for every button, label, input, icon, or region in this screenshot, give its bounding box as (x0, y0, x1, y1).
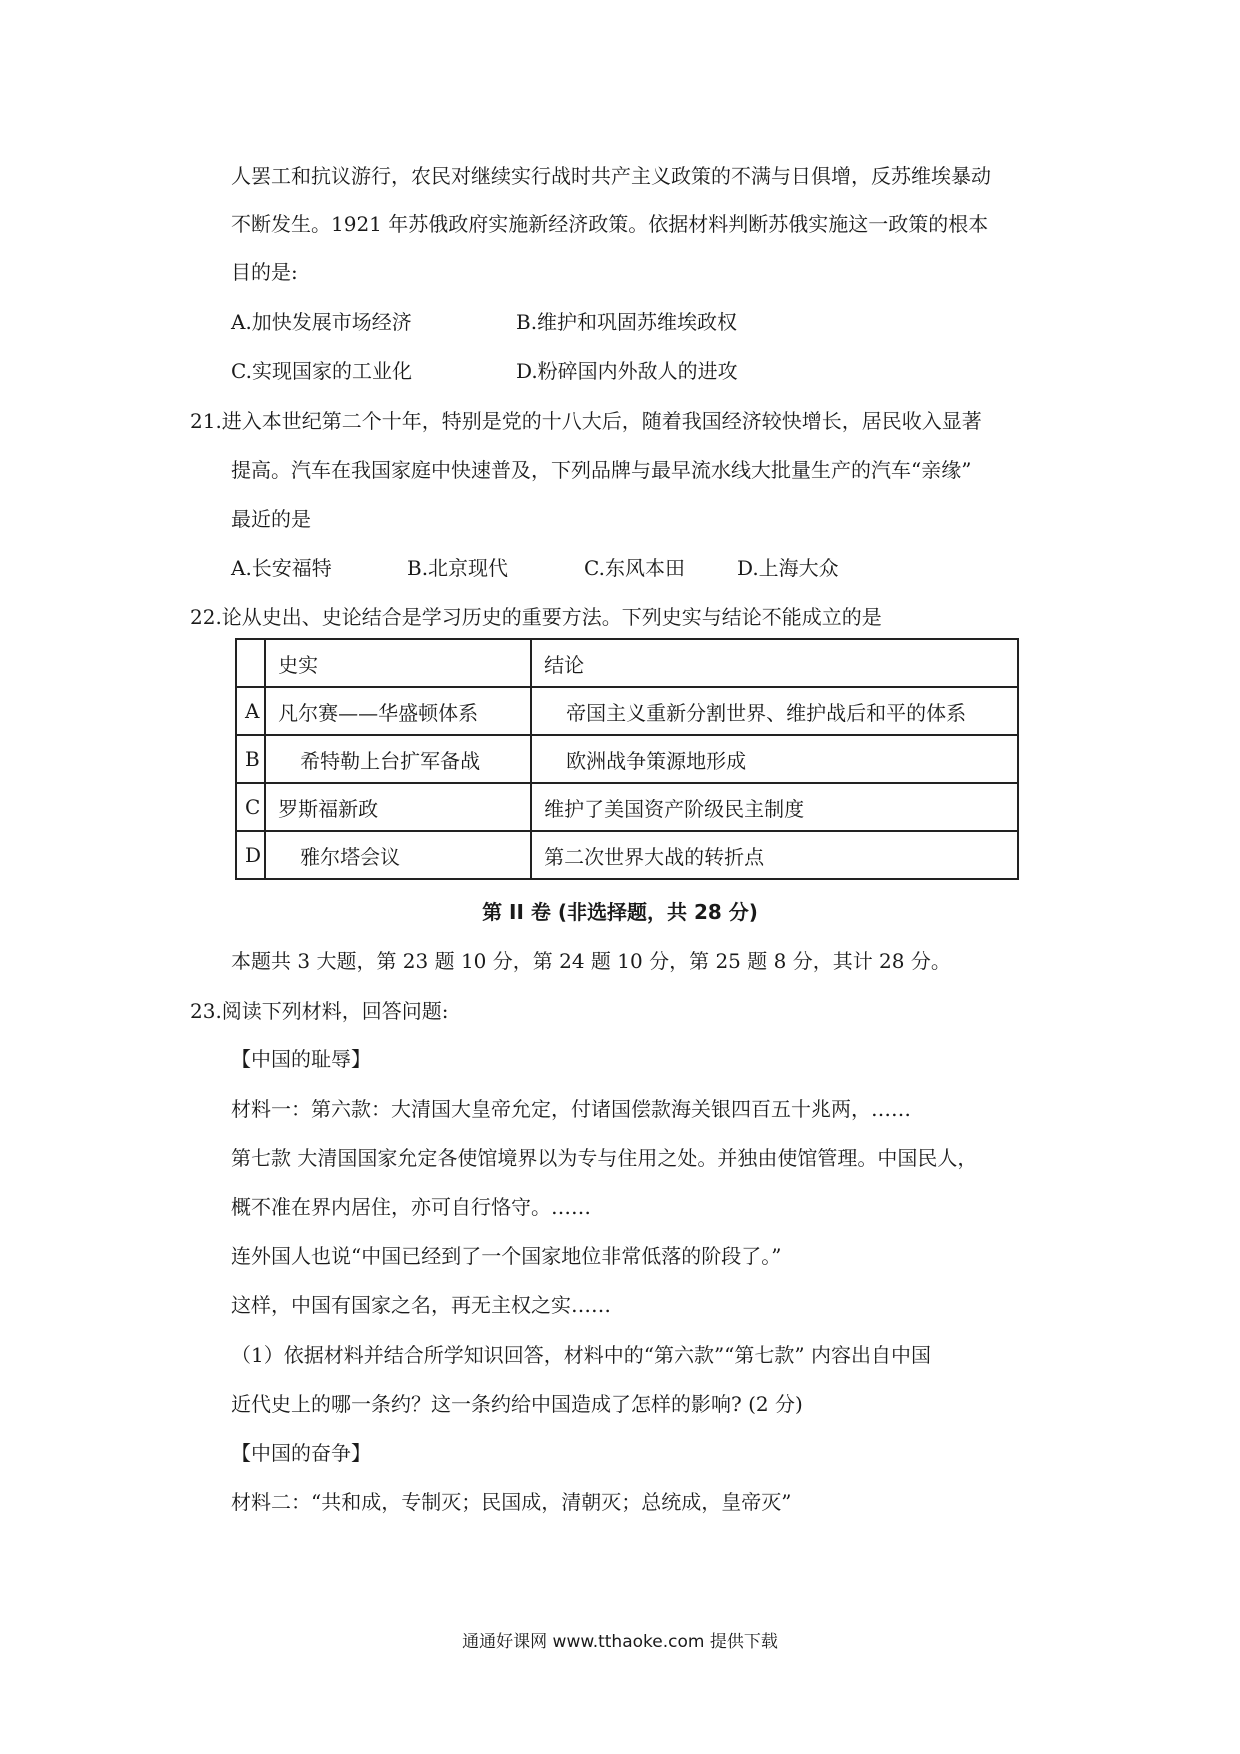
q23-material1-line-1: 材料一：第六款：大清国大皇帝允定，付诸国偿款海关银四百五十兆两，…… (231, 1097, 911, 1121)
row-fact: 雅尔塔会议 (265, 831, 531, 879)
history-table (235, 638, 1019, 880)
q20-text-line-2: 不断发生。1921 年苏俄政府实施新经济政策。依据材料判断苏俄实施这一政策的根本 (231, 212, 989, 236)
q20-text-line-3: 目的是: (231, 260, 298, 284)
row-conclusion: 帝国主义重新分割世界、维护战后和平的体系 (531, 687, 1018, 735)
section-title: 第 II 卷 (非选择题，共 28 分) (482, 900, 758, 924)
q23-question1-line-1: （1）依据材料并结合所学知识回答，材料中的“第六款”“第七款” 内容出自中国 (231, 1343, 931, 1367)
q21-text-line-2: 提高。汽车在我国家庭中快速普及，下列品牌与最早流水线大批量生产的汽车“亲缘” (231, 458, 972, 482)
q21-option-b: B.北京现代 (407, 556, 509, 580)
q23-material1-line-3: 概不准在界内居住，亦可自行恪守。…… (231, 1195, 591, 1219)
table-row (236, 783, 1018, 831)
q21-option-c: C.东风本田 (584, 556, 685, 580)
q23-material1-line-5: 这样，中国有国家之名，再无主权之实…… (231, 1293, 611, 1317)
q23-material2-line-1: 材料二：“共和成，专制灭；民国成，清朝灭；总统成，皇帝灭” (231, 1490, 792, 1514)
table-header-row (236, 639, 1018, 687)
q23-question1-line-2: 近代史上的哪一条约？这一条约给中国造成了怎样的影响? (2 分) (231, 1392, 803, 1416)
q23-stem: 23.阅读下列材料，回答问题: (190, 999, 449, 1023)
q21-text-line-1: 21.进入本世纪第二个十年，特别是党的十八大后，随着我国经济较快增长，居民收入显著 (190, 409, 982, 433)
q21-option-d: D.上海大众 (737, 556, 839, 580)
table-header-conclusion: 结论 (531, 639, 1018, 687)
q23-material1-line-4: 连外国人也说“中国已经到了一个国家地位非常低落的阶段了。” (231, 1244, 782, 1268)
q22-stem: 22.论从史出、史论结合是学习历史的重要方法。下列史实与结论不能成立的是 (190, 605, 882, 629)
table-row (236, 735, 1018, 783)
page-footer: 通通好课网 www.tthaoke.com 提供下载 (462, 1632, 778, 1652)
row-conclusion: 欧洲战争策源地形成 (531, 735, 1018, 783)
table-header-fact: 史实 (265, 639, 531, 687)
q20-option-b: B.维护和巩固苏维埃政权 (516, 310, 738, 334)
row-letter: C (236, 783, 265, 831)
q20-option-d: D.粉碎国内外敌人的进攻 (516, 359, 738, 383)
row-letter: D (236, 831, 265, 879)
q23-heading-humiliation: 【中国的耻辱】 (231, 1047, 371, 1071)
q23-heading-struggle: 【中国的奋争】 (231, 1441, 371, 1465)
q20-option-c: C.实现国家的工业化 (231, 359, 412, 383)
q20-option-a: A.加快发展市场经济 (231, 310, 412, 334)
row-letter: B (236, 735, 265, 783)
row-conclusion: 第二次世界大战的转折点 (531, 831, 1018, 879)
q21-option-a: A.长安福特 (231, 556, 332, 580)
row-fact: 希特勒上台扩军备战 (265, 735, 531, 783)
row-fact: 罗斯福新政 (265, 783, 531, 831)
q23-material1-line-2: 第七款 大清国国家允定各使馆境界以为专与住用之处。并独由使馆管理。中国民人， (231, 1146, 978, 1170)
table-header-letter (236, 639, 265, 687)
row-fact: 凡尔赛——华盛顿体系 (265, 687, 531, 735)
q20-text-line-1: 人罢工和抗议游行，农民对继续实行战时共产主义政策的不满与日俱增，反苏维埃暴动 (231, 164, 991, 188)
row-conclusion: 维护了美国资产阶级民主制度 (531, 783, 1018, 831)
table-row (236, 687, 1018, 735)
q21-text-line-3: 最近的是 (231, 507, 311, 531)
section-intro: 本题共 3 大题，第 23 题 10 分，第 24 题 10 分，第 25 题 8 分，其计 28 分。 (231, 949, 951, 973)
table-row (236, 831, 1018, 879)
row-letter: A (236, 687, 265, 735)
